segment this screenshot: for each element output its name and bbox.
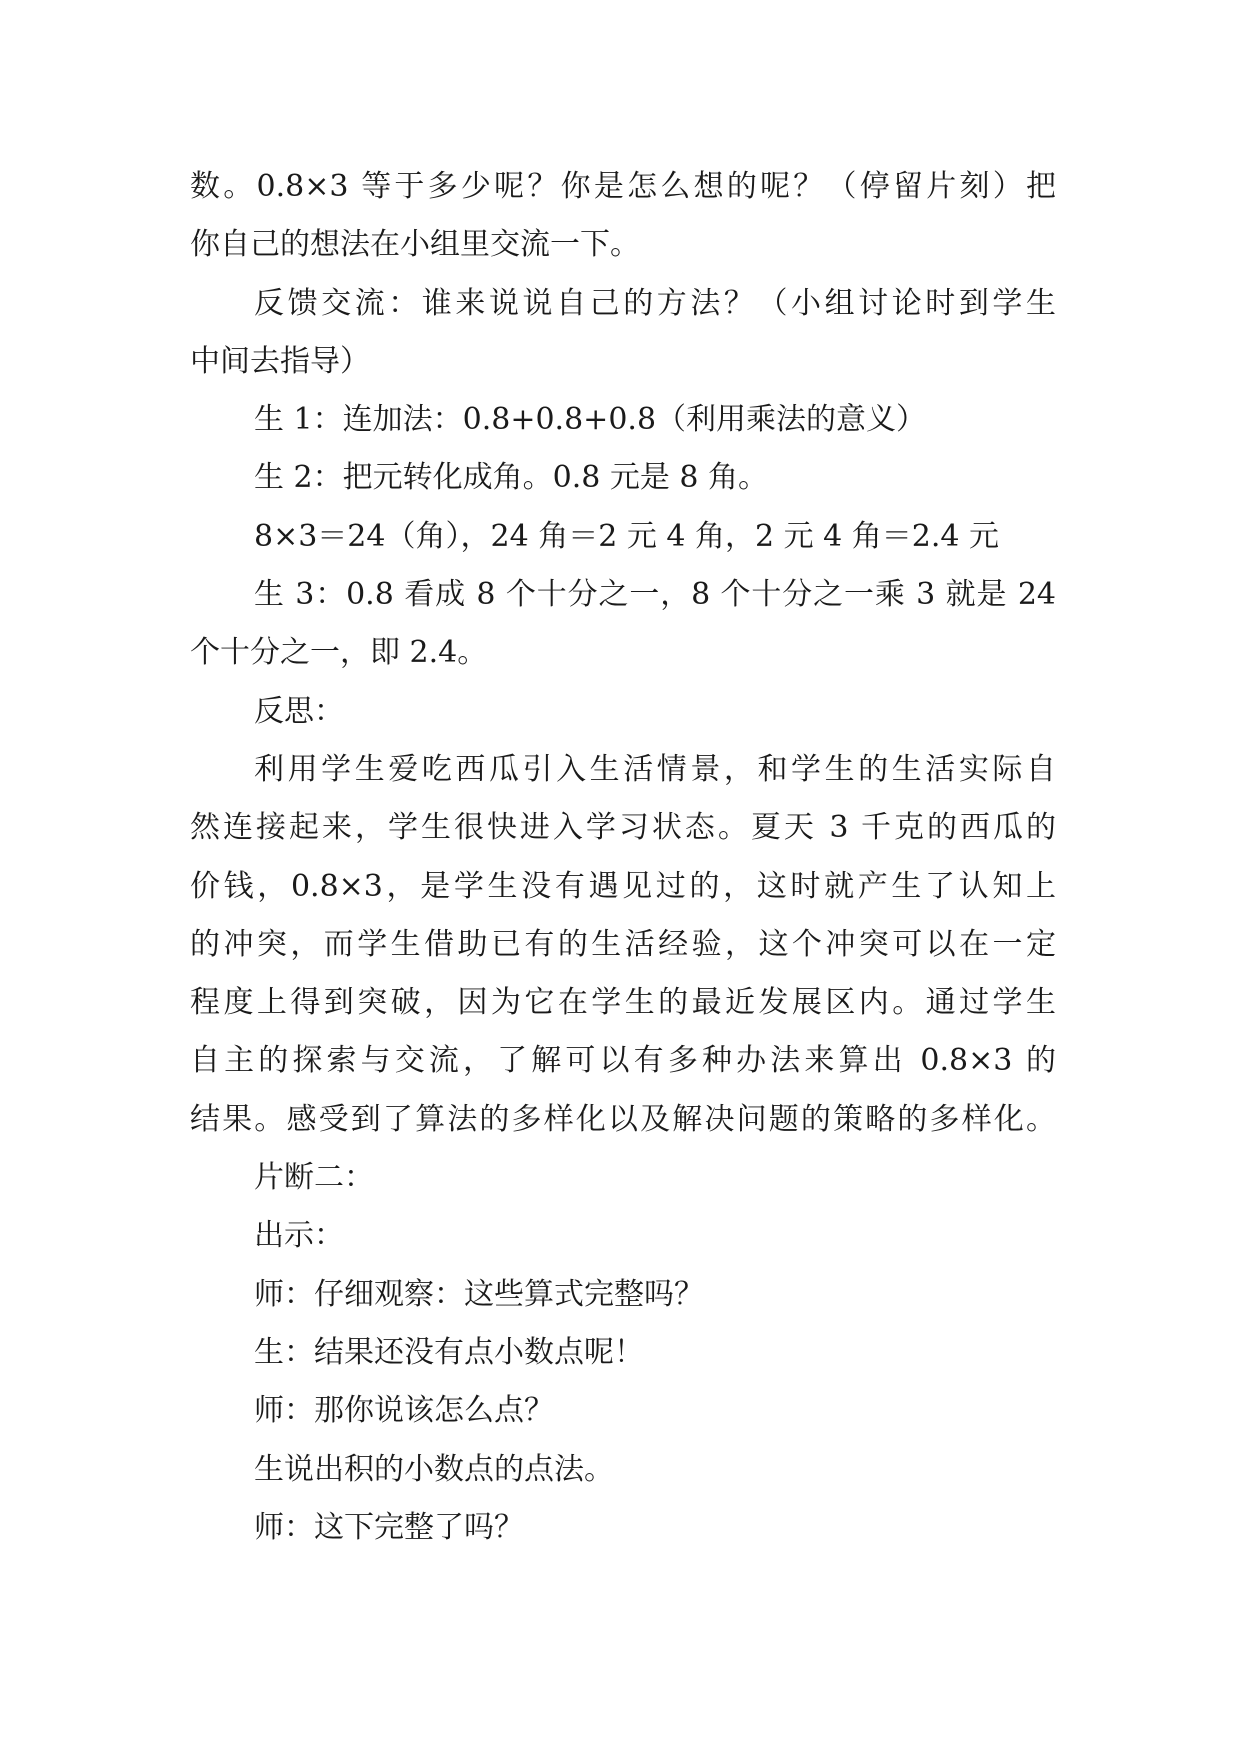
text-line: 你自己的想法在小组里交流一下。 [190, 227, 640, 263]
text-line: 结果。感受到了算法的多样化以及解决问题的策略的多样化。 [190, 1101, 1056, 1137]
text-line: 价钱，0.8×3，是学生没有遇见过的，这时就产生了认知上 [190, 868, 1056, 904]
text-line: 8×3＝24（角），24 角＝2 元 4 角，2 元 4 角＝2.4 元 [254, 518, 1000, 554]
text-line: 的冲突，而学生借助已有的生活经验，这个冲突可以在一定 [190, 926, 1056, 962]
text-line: 个十分之一，即 2.4。 [190, 635, 488, 671]
text-line: 利用学生爱吃西瓜引入生活情景，和学生的生活实际自 [254, 751, 1056, 787]
text-line: 师：那你说该怎么点？ [254, 1393, 554, 1429]
text-line: 反馈交流：谁来说说自己的方法？（小组讨论时到学生 [254, 285, 1056, 321]
text-line: 生 2：把元转化成角。0.8 元是 8 角。 [254, 460, 769, 496]
text-line: 出示： [254, 1218, 344, 1254]
text-line: 师：仔细观察：这些算式完整吗？ [254, 1276, 704, 1312]
text-line: 师：这下完整了吗？ [254, 1509, 524, 1545]
text-line: 然连接起来，学生很快进入学习状态。夏天 3 千克的西瓜的 [190, 810, 1056, 846]
text-line: 生 1：连加法：0.8+0.8+0.8（利用乘法的意义） [254, 402, 927, 438]
text-line: 数。0.8×3 等于多少呢？你是怎么想的呢？（停留片刻）把 [190, 169, 1056, 204]
document-body [190, 158, 1056, 1557]
text-line: 生说出积的小数点的点法。 [254, 1451, 614, 1487]
text-line: 生：结果还没有点小数点呢！ [254, 1334, 644, 1370]
text-line: 自主的探索与交流，了解可以有多种办法来算出 0.8×3 的 [190, 1043, 1056, 1079]
text-line: 生 3：0.8 看成 8 个十分之一，8 个十分之一乘 3 就是 24 [254, 577, 1056, 613]
text-line: 程度上得到突破，因为它在学生的最近发展区内。通过学生 [190, 985, 1056, 1021]
section-heading: 片断二： [254, 1160, 374, 1196]
section-heading: 反思： [254, 693, 344, 729]
text-line: 中间去指导） [190, 343, 370, 379]
